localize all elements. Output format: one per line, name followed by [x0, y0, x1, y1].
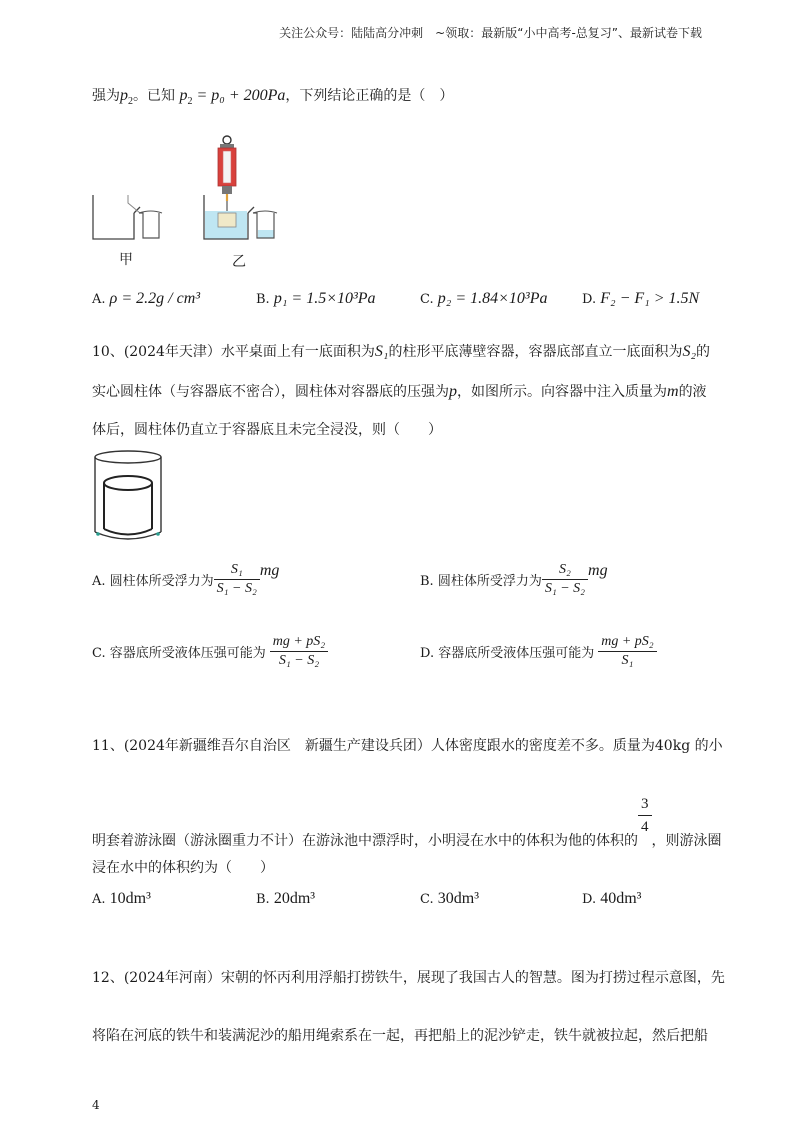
q11-stem-line-1: 11、(2024年新疆维吾尔自治区 新疆生产建设兵团）人体密度跟水的密度差不多。质量为40kg 的小 — [92, 738, 723, 754]
page-header: 关注公众号：陆陆高分冲刺 ~领取：最新版“小中高考-总复习”、最新试卷下载 — [279, 26, 702, 40]
beaker-yi — [253, 211, 277, 238]
q10-figure — [90, 448, 170, 546]
q9-option-a: A. ρ = 2.2g / cm³ — [92, 290, 201, 307]
q10-stem-line-3: 体后，圆柱体仍直立于容器底且未完全浸没，则（ ） — [92, 422, 442, 438]
q9-option-d: D. F₂ − F₁ > 1.5N — [582, 290, 700, 307]
beaker-jia — [139, 211, 162, 238]
q11-stem-line-3: 浸在水中的体积约为（ ） — [92, 860, 274, 876]
page-number: 4 — [92, 1098, 100, 1112]
q9-option-c: C. p₂ = 1.84×10³Pa — [420, 290, 548, 307]
overflow-can-jia — [93, 195, 140, 239]
given-formula: $p_2 = p_0 + 200Pa$ — [179, 87, 286, 108]
q12-stem-line-1: 12、(2024年河南）宋朝的怀丙利用浮船打捞铁牛，展现了我国古人的智慧。图为打捞过程示意图，先 — [92, 970, 725, 986]
fig-label-jia: 甲 — [119, 252, 133, 268]
q11-option-b: B. 20dm³ — [256, 890, 316, 907]
q9-stem-a: 强为 — [92, 88, 120, 104]
q10-option-c: C. 容器底所受液体压强可能为 $\frac{\text{mg + pS₂}}{\text{S₁ − S₂}}$ — [92, 634, 328, 669]
q10-stem-line-1: 10、(2024年天津）水平桌面上有一底面积为S₁的柱形平底薄壁容器，容器底部直立一底面积为S₂的 — [92, 343, 711, 360]
q9-stem-c: ，下列结论正确的是（ ） — [285, 88, 454, 104]
q9-stem-b: 。已知 — [133, 88, 175, 104]
inner-cylinder — [104, 476, 152, 535]
fig-label-yi: 乙 — [232, 254, 246, 270]
q11-option-d: D. 40dm³ — [582, 890, 642, 907]
q12-stem-line-2: 将陷在河底的铁牛和装满泥沙的船用绳索系在一起，再把船上的泥沙铲走，铁牛就被拉起，然后把船 — [92, 1028, 708, 1044]
q11-option-a: A. 10dm³ — [92, 890, 151, 907]
p2-variable: $p_2$ — [120, 87, 133, 108]
q9-option-b: B. p₁ = 1.5×10³Pa — [256, 290, 376, 307]
q10-stem-line-2: 实心圆柱体（与容器底不密合），圆柱体对容器底的压强为p，如图所示。向容器中注入质量为m的液 — [92, 383, 707, 400]
q11-option-c: C. 30dm³ — [420, 890, 480, 907]
spring-scale — [218, 136, 236, 213]
q11-stem-line-2: 明套着游泳圈（游泳圈重力不计）在游泳池中漂浮时，小明浸在水中的体积为他的体积的 $\frac{3}{4}$ ，则游泳圈 — [92, 796, 722, 849]
q10-option-d: D. 容器底所受液体压强可能为 $\frac{\text{mg + pS₂}}{\text{S₁}}$ — [420, 634, 657, 669]
overflow-can-yi — [204, 195, 254, 239]
q9-stem-line — [92, 86, 453, 112]
q10-option-b: B. 圆柱体所受浮力为 $\frac{\text{S₂}}{\text{S₁ − S₂}}$ mg — [420, 562, 608, 596]
q10-option-a: A. 圆柱体所受浮力为 $\frac{\text{S₁}}{\text{S₁ − S₂}}$ mg — [92, 562, 280, 596]
